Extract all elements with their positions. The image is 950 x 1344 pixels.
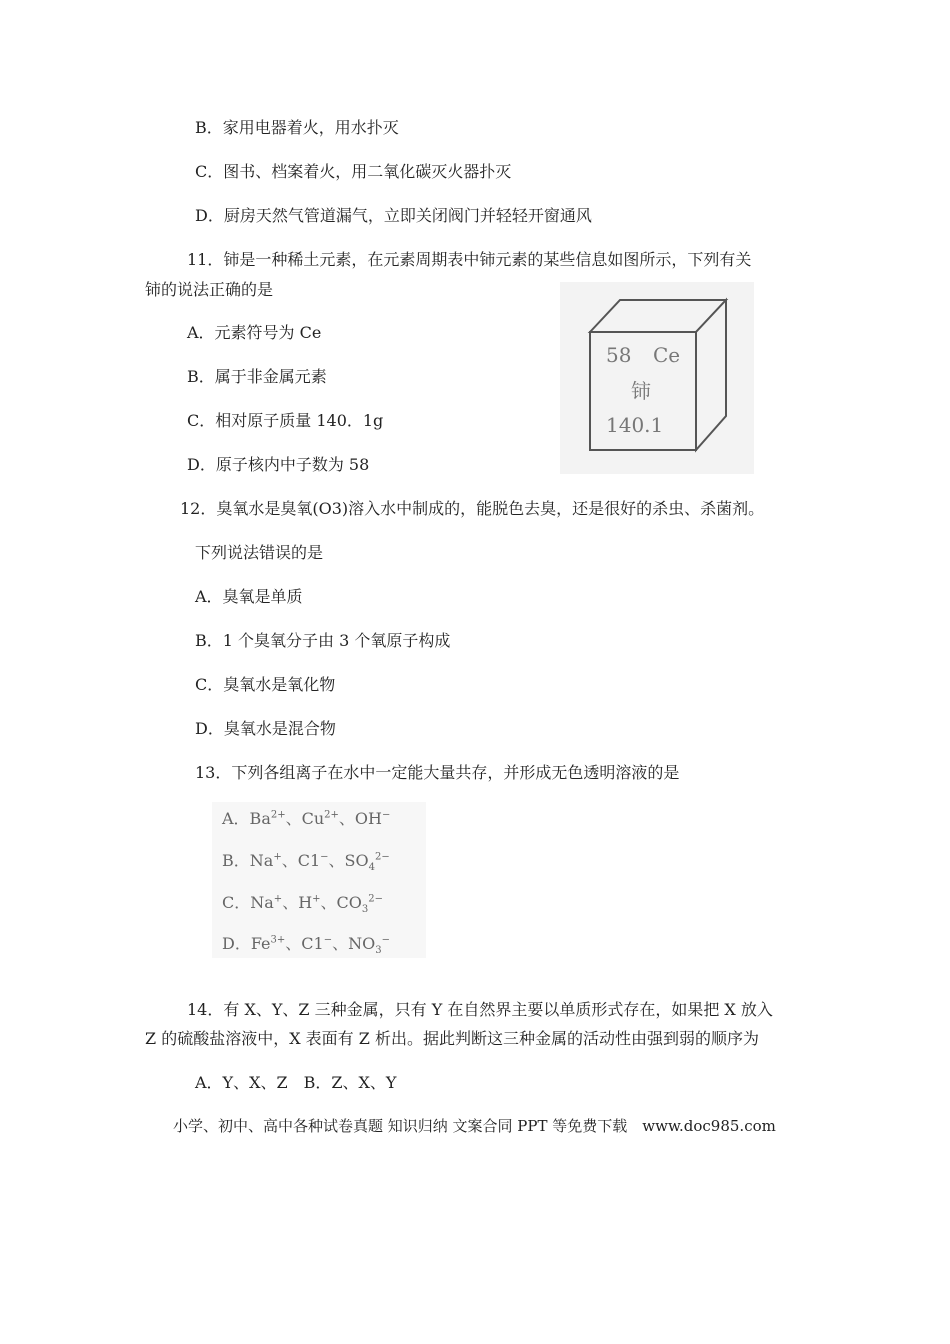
q11-option-d: D．原子核内中子数为 58	[187, 455, 370, 474]
q10-option-b: B．家用电器着火，用水扑灭	[195, 118, 399, 137]
element-symbol: Ce	[653, 343, 681, 367]
q12-option-b: B．1 个臭氧分子由 3 个氧原子构成	[195, 631, 451, 650]
q12-option-a: A．臭氧是单质	[195, 587, 303, 606]
q12-option-d: D．臭氧水是混合物	[195, 719, 336, 738]
q10-option-d: D．厨房天然气管道漏气，立即关闭阀门并轻轻开窗通风	[195, 206, 592, 225]
q13-option-c: C．Na+、H+、$CO_3^{2-}$	[222, 893, 384, 916]
q11-option-b: B．属于非金属元素	[187, 367, 327, 386]
q11-option-a: A．元素符号为 Ce	[187, 323, 322, 342]
q13-stem: 13．下列各组离子在水中一定能大量共存，并形成无色透明溶液的是	[195, 763, 680, 782]
q14-stem-line2: Z 的硫酸盐溶液中，X 表面有 Z 析出。据此判断这三种金属的活动性由强到弱的顺序为	[145, 1029, 759, 1048]
q11-stem-line1: 11．铈是一种稀土元素，在元素周期表中铈元素的某些信息如图所示，下列有关	[187, 250, 752, 269]
atomic-mass: 140.1	[606, 413, 664, 437]
q12-stem-line1: 12．臭氧水是臭氧(O3)溶入水中制成的，能脱色去臭，还是很好的杀虫、杀菌剂。	[180, 499, 765, 518]
q13-option-a: A．$Ba^{2+}$、$Cu^{2+}$、OH−	[222, 809, 391, 828]
q12-option-c: C．臭氧水是氧化物	[195, 675, 336, 694]
element-cube-drawing	[560, 282, 754, 474]
q11-stem-line2: 铈的说法正确的是	[145, 280, 274, 299]
q13-option-d: D．$Fe^{3+}$、C1−、$NO_3^-$	[222, 934, 390, 957]
footer-note: 小学、初中、高中各种试卷真题 知识归纳 文案合同 PPT 等免费下载 www.doc985.com	[173, 1117, 776, 1135]
q14-stem-line1: 14．有 X、Y、Z 三种金属，只有 Y 在自然界主要以单质形式存在，如果把 X 放入	[187, 1000, 773, 1019]
element-name: 铈	[631, 379, 651, 403]
q13-options-image	[212, 802, 426, 958]
q14-options: A．Y、X、Z B．Z、X、Y	[195, 1073, 397, 1092]
element-cell-figure	[560, 282, 754, 474]
q11-option-c: C．相对原子质量 140．1g	[187, 411, 384, 430]
q13-option-b: B．Na+、C1−、$SO_4^{2-}$	[222, 851, 390, 874]
q10-option-c: C．图书、档案着火，用二氧化碳灭火器扑灭	[195, 162, 512, 181]
q12-stem-line2: 下列说法错误的是	[195, 543, 324, 562]
atomic-number: 58	[606, 343, 632, 367]
